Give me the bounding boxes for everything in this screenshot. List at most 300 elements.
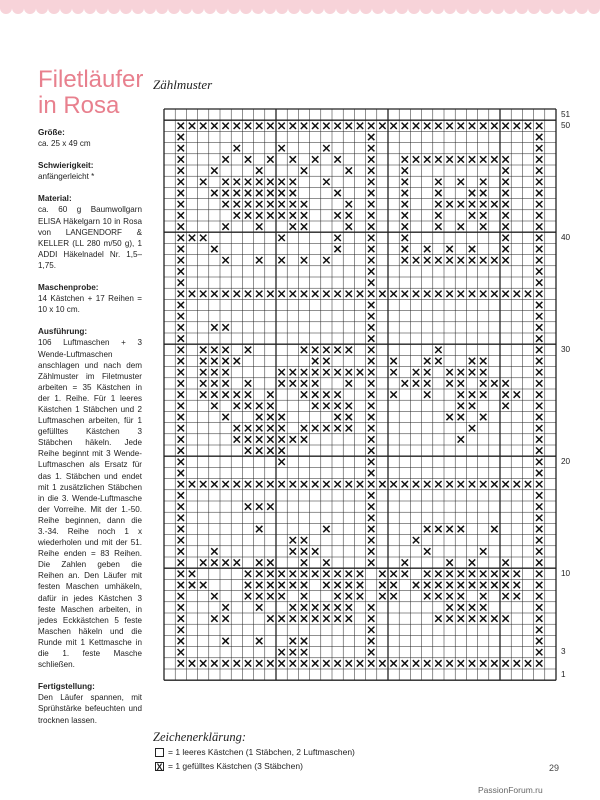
filled-cell: [323, 123, 329, 129]
filled-cell: [301, 380, 307, 386]
filled-cell: [368, 559, 374, 565]
filled-cell: [256, 604, 262, 610]
filled-cell: [278, 212, 284, 218]
filled-cell: [301, 548, 307, 554]
filled-cell: [178, 582, 184, 588]
filled-cell: [469, 369, 475, 375]
section-heading: Schwierigkeit:: [38, 161, 94, 171]
filled-cell: [424, 123, 430, 129]
filled-cell: [200, 481, 206, 487]
filled-cell: [458, 257, 464, 263]
filled-cell: [390, 391, 396, 397]
filled-cell: [301, 649, 307, 655]
filled-cell: [368, 179, 374, 185]
section: [38, 282, 142, 315]
filled-cell: [200, 559, 206, 565]
filled-cell: [446, 526, 452, 532]
filled-cell: [469, 212, 475, 218]
filled-cell: [178, 167, 184, 173]
filled-cell: [178, 358, 184, 364]
filled-cell: [502, 212, 508, 218]
filled-cell: [346, 403, 352, 409]
filled-cell: [278, 571, 284, 577]
filled-cell: [278, 145, 284, 151]
filled-cell: [245, 571, 251, 577]
filled-cell: [256, 571, 262, 577]
filled-cell: [178, 414, 184, 420]
filled-cell: [491, 257, 497, 263]
filled-cell: [346, 123, 352, 129]
filled-cell: [514, 291, 520, 297]
filled-cell: [334, 403, 340, 409]
filled-cell: [278, 414, 284, 420]
filled-cell: [323, 291, 329, 297]
filled-cell: [256, 291, 262, 297]
filled-cell: [323, 571, 329, 577]
filled-cell: [536, 492, 542, 498]
filled-cell: [256, 503, 262, 509]
filled-cell: [536, 660, 542, 666]
section: [38, 160, 142, 182]
filled-cell: [211, 548, 217, 554]
filled-cell: [278, 369, 284, 375]
filled-cell: [290, 223, 296, 229]
filled-cell: [514, 582, 520, 588]
filled-cell: [178, 380, 184, 386]
filled-cell: [502, 403, 508, 409]
filled-cell: [458, 481, 464, 487]
filled-cell: [424, 481, 430, 487]
filled-cell: [368, 268, 374, 274]
filled-cell: [435, 291, 441, 297]
filled-cell: [312, 347, 318, 353]
filled-cell: [435, 347, 441, 353]
filled-cell: [200, 291, 206, 297]
filled-cell: [178, 291, 184, 297]
watermark: PassionForum.ru: [478, 785, 543, 795]
filled-cell: [278, 447, 284, 453]
filled-square-icon: X: [156, 761, 163, 772]
filled-cell: [301, 391, 307, 397]
filled-cell: [424, 257, 430, 263]
filled-cell: [301, 559, 307, 565]
filled-cell: [458, 414, 464, 420]
filled-cell: [290, 481, 296, 487]
filled-cell: [346, 571, 352, 577]
row-number-label: 40: [561, 232, 571, 242]
filled-cell: [368, 324, 374, 330]
filled-cell: [290, 582, 296, 588]
filled-cell: [368, 212, 374, 218]
filled-cell: [178, 369, 184, 375]
filled-cell: [278, 425, 284, 431]
filled-cell: [312, 481, 318, 487]
filled-cell: [222, 391, 228, 397]
filled-cell: [301, 436, 307, 442]
filled-cell: [290, 660, 296, 666]
filled-cell: [290, 156, 296, 162]
filled-cell: [390, 369, 396, 375]
filled-cell: [267, 660, 273, 666]
filled-cell: [178, 223, 184, 229]
filled-cell: [536, 537, 542, 543]
filled-cell: [200, 235, 206, 241]
filled-cell: [301, 347, 307, 353]
filled-cell: [222, 190, 228, 196]
filled-cell: [390, 481, 396, 487]
filled-cell: [178, 627, 184, 633]
filled-cell: [413, 369, 419, 375]
section: [38, 127, 142, 149]
section-heading: Ausführung:: [38, 327, 88, 337]
filled-cell: [536, 459, 542, 465]
filled-cell: [222, 638, 228, 644]
legend-heading: Zeichenerklärung:: [153, 730, 247, 744]
filled-cell: [200, 179, 206, 185]
filled-cell: [491, 481, 497, 487]
filled-cell: [491, 291, 497, 297]
filled-cell: [178, 302, 184, 308]
filled-cell: [514, 391, 520, 397]
filled-cell: [234, 123, 240, 129]
filled-cell: [178, 268, 184, 274]
filled-cell: [312, 615, 318, 621]
filled-cell: [222, 347, 228, 353]
filled-cell: [379, 123, 385, 129]
filled-cell: [222, 156, 228, 162]
filled-cell: [402, 559, 408, 565]
filled-cell: [256, 660, 262, 666]
filled-cell: [301, 167, 307, 173]
filled-cell: [446, 257, 452, 263]
legend-item-filled: [155, 761, 303, 771]
filled-cell: [178, 470, 184, 476]
filled-cell: [178, 571, 184, 577]
filled-cell: [334, 615, 340, 621]
filled-cell: [435, 123, 441, 129]
filled-cell: [368, 134, 374, 140]
filled-cell: [480, 380, 486, 386]
filled-cell: [536, 324, 542, 330]
filled-cell: [536, 470, 542, 476]
filled-cell: [234, 201, 240, 207]
filled-cell: [502, 123, 508, 129]
section: [38, 193, 142, 271]
filled-cell: [458, 369, 464, 375]
filled-cell: [278, 380, 284, 386]
filled-cell: [301, 604, 307, 610]
filled-cell: [290, 571, 296, 577]
filled-cell: [267, 582, 273, 588]
section-text: Den Läufer spannen, mit Sprühstärke befeuchten und trocknen lassen.: [38, 693, 142, 725]
filled-cell: [536, 313, 542, 319]
filled-cell: [323, 559, 329, 565]
filled-cell: [178, 246, 184, 252]
filled-cell: [323, 615, 329, 621]
filled-cell: [446, 123, 452, 129]
filled-cell: [402, 212, 408, 218]
filled-cell: [200, 582, 206, 588]
filled-cell: [234, 481, 240, 487]
filled-cell: [301, 481, 307, 487]
filled-cell: [446, 481, 452, 487]
filled-cell: [469, 358, 475, 364]
filled-cell: [301, 369, 307, 375]
filled-cell: [334, 246, 340, 252]
filled-cell: [368, 291, 374, 297]
filled-cell: [334, 123, 340, 129]
filled-cell: [245, 156, 251, 162]
filled-cell: [346, 369, 352, 375]
filled-cell: [536, 201, 542, 207]
filled-cell: [536, 515, 542, 521]
filled-cell: [390, 571, 396, 577]
filled-cell: [245, 179, 251, 185]
filled-cell: [267, 190, 273, 196]
filled-cell: [413, 380, 419, 386]
filled-cell: [536, 615, 542, 621]
filled-cell: [368, 436, 374, 442]
filled-cell: [379, 571, 385, 577]
filled-cell: [211, 481, 217, 487]
filled-cell: [278, 481, 284, 487]
filled-cell: [536, 257, 542, 263]
filled-cell: [446, 156, 452, 162]
article-title: [38, 67, 158, 119]
filled-cell: [480, 201, 486, 207]
filled-cell: [424, 369, 430, 375]
filled-cell: [278, 582, 284, 588]
filled-cell: [424, 246, 430, 252]
filled-cell: [267, 403, 273, 409]
filled-cell: [536, 358, 542, 364]
filled-cell: [312, 571, 318, 577]
legend-text-filled: = 1 gefülltes Kästchen (3 Stäbchen): [168, 761, 303, 771]
filled-cell: [222, 481, 228, 487]
filled-cell: [480, 123, 486, 129]
filled-cell: [334, 481, 340, 487]
filled-cell: [502, 559, 508, 565]
filled-cell: [189, 481, 195, 487]
filled-cell: [458, 526, 464, 532]
filled-cell: [413, 123, 419, 129]
filled-cell: [502, 380, 508, 386]
filled-cell: [480, 257, 486, 263]
filled-cell: [435, 615, 441, 621]
filled-cell: [222, 257, 228, 263]
filled-cell: [469, 246, 475, 252]
filled-cell: [536, 447, 542, 453]
filled-cell: [368, 156, 374, 162]
filled-cell: [368, 190, 374, 196]
filled-cell: [312, 425, 318, 431]
filled-cell: [178, 190, 184, 196]
filled-cell: [346, 582, 352, 588]
filled-cell: [256, 425, 262, 431]
filled-cell: [234, 403, 240, 409]
filled-cell: [458, 582, 464, 588]
filled-cell: [334, 190, 340, 196]
filled-cell: [458, 660, 464, 666]
filled-cell: [413, 582, 419, 588]
filled-cell: [536, 548, 542, 554]
filled-cell: [334, 291, 340, 297]
filled-cell: [536, 145, 542, 151]
filled-cell: [267, 481, 273, 487]
filled-cell: [502, 257, 508, 263]
filled-cell: [491, 582, 497, 588]
filled-cell: [480, 212, 486, 218]
filled-cell: [435, 481, 441, 487]
filled-cell: [435, 179, 441, 185]
filled-cell: [178, 212, 184, 218]
filled-cell: [424, 526, 430, 532]
filled-cell: [301, 571, 307, 577]
filled-cell: [211, 358, 217, 364]
filled-cell: [368, 526, 374, 532]
filled-cell: [424, 582, 430, 588]
filled-cell: [211, 593, 217, 599]
filled-cell: [290, 123, 296, 129]
filled-cell: [379, 660, 385, 666]
filled-cell: [458, 615, 464, 621]
filled-cell: [290, 179, 296, 185]
filled-cell: [290, 615, 296, 621]
filled-cell: [368, 246, 374, 252]
filled-cell: [480, 571, 486, 577]
filled-cell: [480, 179, 486, 185]
filled-cell: [502, 593, 508, 599]
filled-cell: [424, 291, 430, 297]
filled-cell: [178, 548, 184, 554]
filled-cell: [469, 660, 475, 666]
filled-cell: [390, 123, 396, 129]
filled-cell: [368, 391, 374, 397]
filled-cell: [502, 582, 508, 588]
row-number-label: 51: [561, 109, 571, 119]
filled-cell: [446, 593, 452, 599]
filled-cell: [334, 582, 340, 588]
filled-cell: [502, 246, 508, 252]
filled-cell: [178, 492, 184, 498]
filled-cell: [402, 235, 408, 241]
filled-cell: [189, 582, 195, 588]
filled-cell: [290, 291, 296, 297]
filled-cell: [301, 660, 307, 666]
filled-cell: [514, 481, 520, 487]
filled-cell: [379, 593, 385, 599]
filled-cell: [211, 559, 217, 565]
filled-cell: [536, 279, 542, 285]
filled-cell: [424, 380, 430, 386]
filled-cell: [234, 145, 240, 151]
filled-cell: [334, 660, 340, 666]
filled-cell: [480, 291, 486, 297]
row-number-label: 20: [561, 456, 571, 466]
filled-cell: [278, 291, 284, 297]
filled-cell: [200, 391, 206, 397]
filled-cell: [536, 246, 542, 252]
filled-cell: [536, 526, 542, 532]
filled-cell: [290, 638, 296, 644]
filled-cell: [368, 615, 374, 621]
filled-cell: [256, 190, 262, 196]
filled-cell: [413, 156, 419, 162]
filled-cell: [368, 335, 374, 341]
filled-cell: [435, 156, 441, 162]
filled-cell: [200, 347, 206, 353]
filled-cell: [435, 582, 441, 588]
filled-cell: [458, 179, 464, 185]
filled-cell: [402, 190, 408, 196]
filled-cell: [245, 481, 251, 487]
filled-cell: [278, 436, 284, 442]
filled-cell: [458, 201, 464, 207]
filled-cell: [256, 447, 262, 453]
filled-cell: [256, 201, 262, 207]
filled-cell: [368, 425, 374, 431]
filled-cell: [178, 391, 184, 397]
filled-cell: [368, 167, 374, 173]
filled-cell: [536, 167, 542, 173]
filled-cell: [334, 156, 340, 162]
filled-cell: [458, 223, 464, 229]
filled-cell: [178, 313, 184, 319]
filled-cell: [290, 380, 296, 386]
filled-cell: [368, 604, 374, 610]
filled-cell: [368, 313, 374, 319]
filled-cell: [390, 291, 396, 297]
filled-cell: [267, 179, 273, 185]
filled-cell: [514, 593, 520, 599]
filled-cell: [536, 627, 542, 633]
filled-cell: [346, 615, 352, 621]
filled-cell: [346, 414, 352, 420]
filled-cell: [323, 257, 329, 263]
filled-cell: [211, 167, 217, 173]
filled-cell: [245, 291, 251, 297]
filled-cell: [446, 380, 452, 386]
filled-cell: [290, 537, 296, 543]
filled-cell: [245, 201, 251, 207]
filled-cell: [536, 123, 542, 129]
filled-cell: [234, 436, 240, 442]
filled-cell: [178, 123, 184, 129]
filled-cell: [402, 257, 408, 263]
filled-cell: [200, 358, 206, 364]
filled-cell: [469, 571, 475, 577]
filled-cell: [267, 436, 273, 442]
filled-cell: [278, 190, 284, 196]
title-line-2: in Rosa: [38, 92, 120, 119]
filled-cell: [278, 593, 284, 599]
filled-cell: [502, 190, 508, 196]
filled-cell: [178, 324, 184, 330]
filled-cell: [245, 593, 251, 599]
filled-cell: [435, 212, 441, 218]
filled-cell: [435, 526, 441, 532]
filled-cell: [536, 235, 542, 241]
filled-cell: [536, 593, 542, 599]
filled-cell: [502, 223, 508, 229]
filled-cell: [368, 201, 374, 207]
filled-cell: [368, 257, 374, 263]
filled-cell: [256, 593, 262, 599]
filled-cell: [424, 660, 430, 666]
filled-cell: [469, 582, 475, 588]
filled-cell: [446, 559, 452, 565]
filled-cell: [278, 660, 284, 666]
